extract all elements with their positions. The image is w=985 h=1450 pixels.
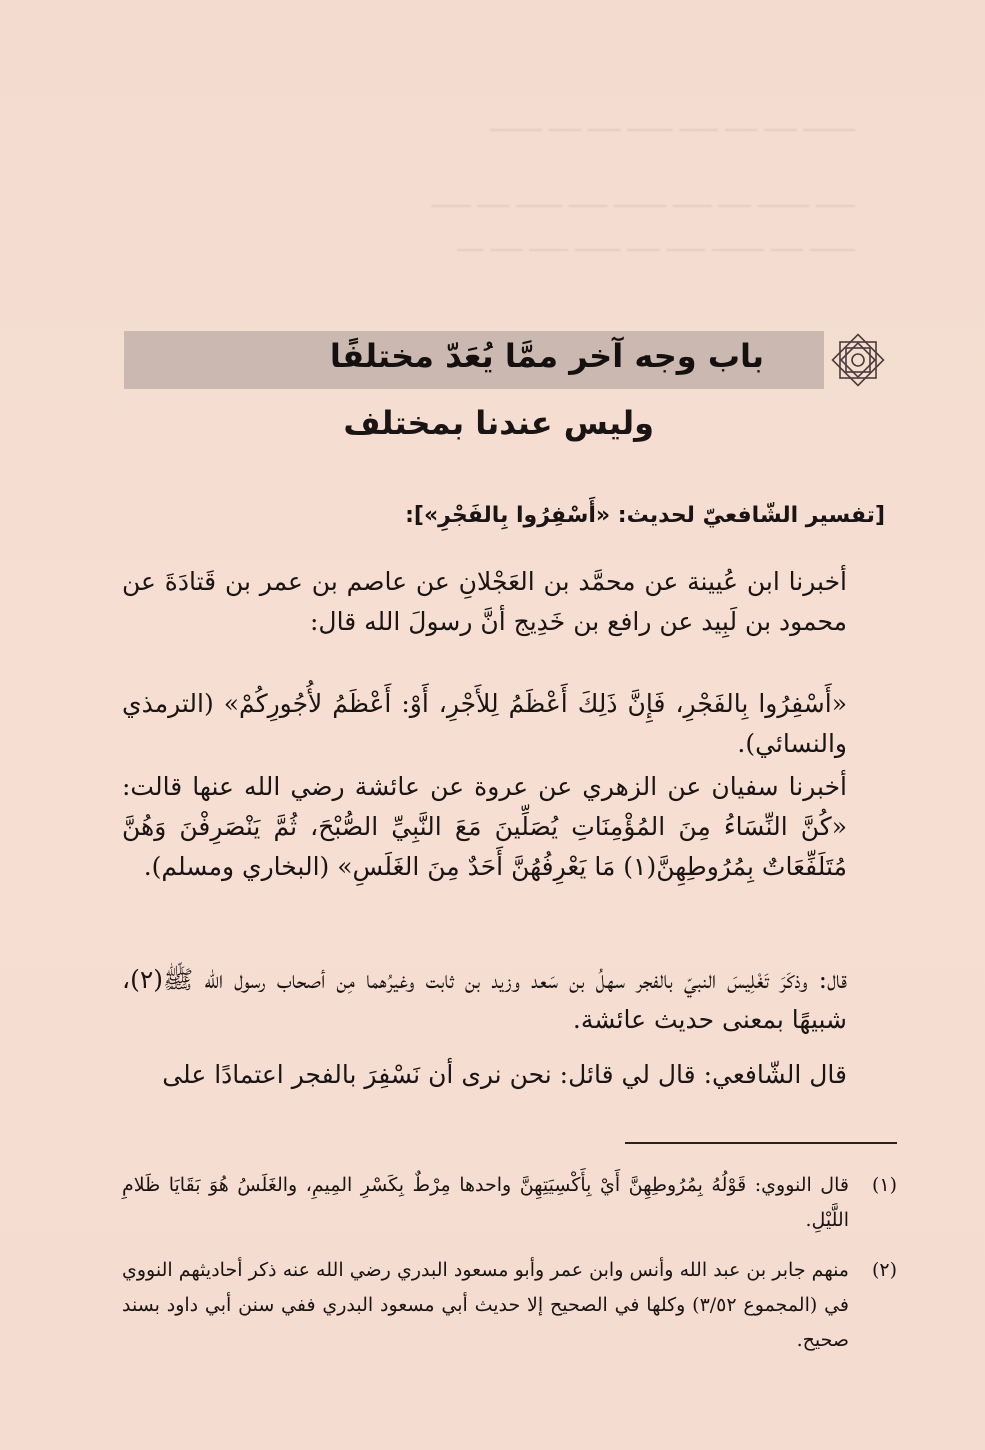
footnote-number: (١): [871, 1174, 897, 1196]
paragraph: أخبرنا سفيان عن الزهري عن عروة عن عائشة رضي الله عنها قالت: «كُنَّ النِّسَاءُ مِنَ المُؤْمِنَاتِ يُصَلِّينَ مَعَ النَّبِيِّ الصُّبْحَ، ثُمَّ يَنْصَرِفْنَ وَهُنَّ مُتَلَفِّعَاتٌ بِمُرُوطِهِنَّ(١) مَا يَعْرِفُهُنَّ أَحَدٌ مِنَ الغَلَسِ» (البخاري ومسلم).: [122, 772, 847, 881]
footnote-text: منهم جابر بن عبد الله وأنس وابن عمر وأبو مسعود البدري رضي الله عنه ذكر أحاديثهم النووي في (المجموع ٣/٥٢) وكلها في الصحيح إلا حديث أبي مسعود البدري ففي سنن أبي داود بسند صحيح.: [122, 1259, 849, 1351]
chapter-title-banner: [124, 331, 824, 389]
footnote-text: قال النووي: قَوْلُهُ بِمُرُوطِهِنَّ أَيْ بِأَكْسِيَتِهِنَّ واحدها مِرْطٌ بِكَسْرِ المِيمِ، والغَلَسُ هُوَ بَقَايَا ظَلامِ اللَّيْلِ.: [122, 1174, 849, 1231]
octagram-ornament-icon: [826, 328, 890, 392]
footnote: [122, 1253, 897, 1358]
paragraph: قال: وذكَرَ تَغْلِيسَ النبيّ بالفجر سهلُ بن سَعد وزيد بن ثابت وغيرُهما مِن أصحاب رسول الله ﷺ(٢)، شبيهًا بمعنى حديث عائشة.: [122, 965, 847, 1034]
bleed-through-decoration: ــــــــ ـــــ ـــــ ــــــ ـــــــ ـــــ ـــــ ــــــــ: [490, 112, 855, 137]
chapter-subtitle: وليس عندنا بمختلف: [343, 404, 654, 442]
paragraph: «أَسْفِرُوا بِالفَجْرِ، فَإِنَّ ذَلِكَ أَعْظَمُ لِلأَجْرِ، أَوْ: أَعْظَمُ لأُجُورِكُمْ» (الترمذي والنسائي).: [122, 689, 847, 758]
bleed-through-decoration: ــــــ ــــــــ ـــــ ــــــ ــــــــ ــــــ ـــــــ ـــــ ــــــ: [431, 188, 855, 213]
footnote-divider: [625, 1142, 897, 1144]
bleed-through-decoration: ـــــــ ـــــ ــــــــ ــــــ ـــــ ـــــــ ــــــ ـــــ ــــ: [457, 232, 855, 257]
footnote: [122, 1168, 897, 1238]
footnote-number: (٢): [871, 1259, 897, 1281]
chapter-title: باب وجه آخر ممَّا يُعَدّ مختلفًا: [329, 337, 764, 375]
paragraph: أخبرنا ابن عُيينة عن محمَّد بن العَجْلانِ عن عاصم بن عمر بن قَتادَةَ عن محمود بن لَبِيد عن رافع بن خَدِيج أنَّ رسولَ الله قال:: [122, 567, 847, 636]
section-heading: [تفسير الشّافعيّ لحديث: «أَسْفِرُوا بِالفَجْرِ»]:: [405, 503, 885, 528]
paragraph: قال الشّافعي: قال لي قائل: نحن نرى أن نَسْفِرَ بالفجر اعتمادًا على: [162, 1060, 847, 1089]
